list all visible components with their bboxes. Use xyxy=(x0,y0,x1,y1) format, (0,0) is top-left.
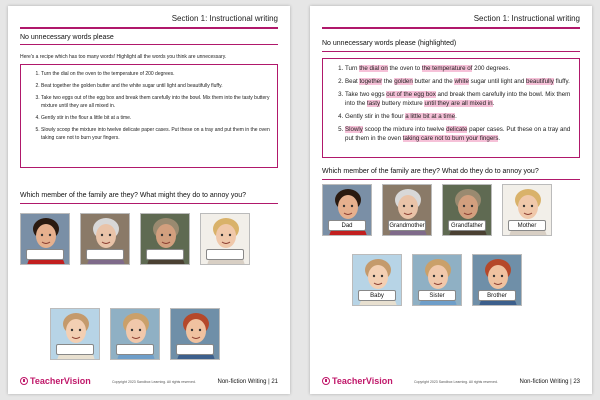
teachervision-logo: TeacherVision xyxy=(322,376,393,386)
step-text: the xyxy=(382,78,395,85)
portrait-dad xyxy=(322,184,372,236)
portrait-sister xyxy=(412,254,462,306)
name-label[interactable]: Mother xyxy=(508,220,546,231)
recipe-steps xyxy=(41,70,271,142)
step-text: . xyxy=(498,135,501,142)
highlighted-words: the dial on xyxy=(359,65,388,72)
family-question: Which member of the family are they? What might they do to annoy you? xyxy=(20,192,247,199)
recipe-box-highlighted xyxy=(322,58,580,158)
recipe-step: 1. Turn the dial on the oven to the temperature of 200 degrees. xyxy=(41,70,271,78)
header-rule xyxy=(20,27,278,29)
copyright: Copyright 2023 Sandbox Learning. All rights reserved. xyxy=(414,380,498,384)
highlighted-words: out of the egg box xyxy=(386,91,436,98)
name-answer-box[interactable] xyxy=(176,344,214,355)
name-answer-box[interactable] xyxy=(56,344,94,355)
portrait-dad xyxy=(20,213,70,265)
name-label[interactable]: Grandfather xyxy=(448,220,486,231)
recipe-step-highlighted xyxy=(345,112,573,121)
recipe-intro: Here's a recipe which has too many words! Highlight all the words you think are unnecessary. xyxy=(20,54,227,60)
highlighted-words: delicate xyxy=(446,126,468,133)
portrait-baby xyxy=(50,308,100,360)
page-number: Non-fiction Writing | 21 xyxy=(217,379,278,385)
left-page xyxy=(8,6,290,394)
recipe-steps-highlighted xyxy=(345,64,573,143)
family-question: Which member of the family are they? What do they do to annoy you? xyxy=(322,168,539,175)
step-text: paper cases. Put these on a tray and put them in the oven xyxy=(345,126,571,142)
title-rule xyxy=(322,51,580,52)
copyright: Copyright 2023 Sandbox Learning. All rights reserved. xyxy=(112,380,196,384)
step-text: 200 degrees. xyxy=(472,65,511,72)
portrait-brother xyxy=(472,254,522,306)
portrait-mother xyxy=(200,213,250,265)
name-label[interactable]: Dad xyxy=(328,220,366,231)
recipe-step-highlighted xyxy=(345,64,573,73)
step-text: scoop the mixture into twelve xyxy=(362,126,447,133)
recipe-step-highlighted xyxy=(345,90,573,108)
highlighted-words: white xyxy=(454,78,469,85)
name-answer-box[interactable] xyxy=(86,249,124,260)
name-answer-box[interactable] xyxy=(146,249,184,260)
right-page xyxy=(310,6,592,394)
step-text: Turn xyxy=(345,65,360,72)
portrait-baby xyxy=(352,254,402,306)
step-text: butter and the xyxy=(412,78,455,85)
title-rule xyxy=(20,44,278,45)
recipe-step: 2. Beat together the golden butter and the white sugar until light and beautifully fluffy. xyxy=(41,82,271,90)
info-icon xyxy=(322,377,330,385)
step-text: sugar until light and xyxy=(468,78,526,85)
highlighted-words: taking care not to burn your fingers xyxy=(402,135,499,142)
portrait-grandmother xyxy=(80,213,130,265)
name-answer-box[interactable] xyxy=(116,344,154,355)
name-label[interactable]: Grandmother xyxy=(388,220,426,231)
question-rule xyxy=(322,179,580,180)
highlighted-words: beautifully xyxy=(526,78,554,85)
highlighted-words: until they are all mixed in xyxy=(424,100,493,107)
highlighted-words: a little bit at a time xyxy=(405,113,456,120)
highlighted-words: golden xyxy=(394,78,413,85)
section-header: Section 1: Instructional writing xyxy=(171,14,278,23)
name-label[interactable]: Brother xyxy=(478,290,516,301)
portrait-mother xyxy=(502,184,552,236)
name-label[interactable]: Sister xyxy=(418,290,456,301)
step-text: and break them carefully into the bowl. Mix them into the xyxy=(345,91,571,107)
recipe-box xyxy=(20,64,278,168)
step-text: buttery mixture xyxy=(380,100,425,107)
step-text: fluffy. xyxy=(553,78,570,85)
portrait-grandfather xyxy=(140,213,190,265)
portrait-brother xyxy=(170,308,220,360)
step-text: Gently stir in the flour xyxy=(345,113,406,120)
recipe-step-highlighted xyxy=(345,77,573,86)
recipe-step: 5. Slowly scoop the mixture into twelve delicate paper cases. Put these on a tray and put them in the oven taking care not to burn your fingers. xyxy=(41,126,271,142)
recipe-title: No unnecessary words please (highlighted) xyxy=(322,40,457,47)
highlighted-words: together xyxy=(359,78,383,85)
step-text: . xyxy=(455,113,457,120)
name-label[interactable]: Baby xyxy=(358,290,396,301)
highlighted-words: Slowly xyxy=(345,126,363,133)
highlighted-words: the temperature of xyxy=(421,65,473,72)
step-text: . xyxy=(492,100,495,107)
recipe-title: No unnecessary words please xyxy=(20,34,114,41)
header-rule xyxy=(322,27,580,29)
portrait-grandfather xyxy=(442,184,492,236)
recipe-step: 4. Gently stir in the flour a little bit at a time. xyxy=(41,114,271,122)
portrait-sister xyxy=(110,308,160,360)
page-number: Non-fiction Writing | 23 xyxy=(519,379,580,385)
highlighted-words: tasty xyxy=(367,100,381,107)
step-text: Take two eggs xyxy=(345,91,387,98)
recipe-step-highlighted xyxy=(345,125,573,143)
name-answer-box[interactable] xyxy=(206,249,244,260)
teachervision-logo: TeacherVision xyxy=(20,376,91,386)
recipe-step: 3. Take two eggs out of the egg box and break them carefully into the bowl. Mix them into the tasty buttery mixture until they are all mixed in. xyxy=(41,94,271,110)
name-answer-box[interactable] xyxy=(26,249,64,260)
step-text: the oven to xyxy=(387,65,422,72)
question-rule xyxy=(20,203,278,204)
portrait-grandmother xyxy=(382,184,432,236)
section-header: Section 1: Instructional writing xyxy=(473,14,580,23)
step-text: Beat xyxy=(345,78,360,85)
info-icon xyxy=(20,377,28,385)
